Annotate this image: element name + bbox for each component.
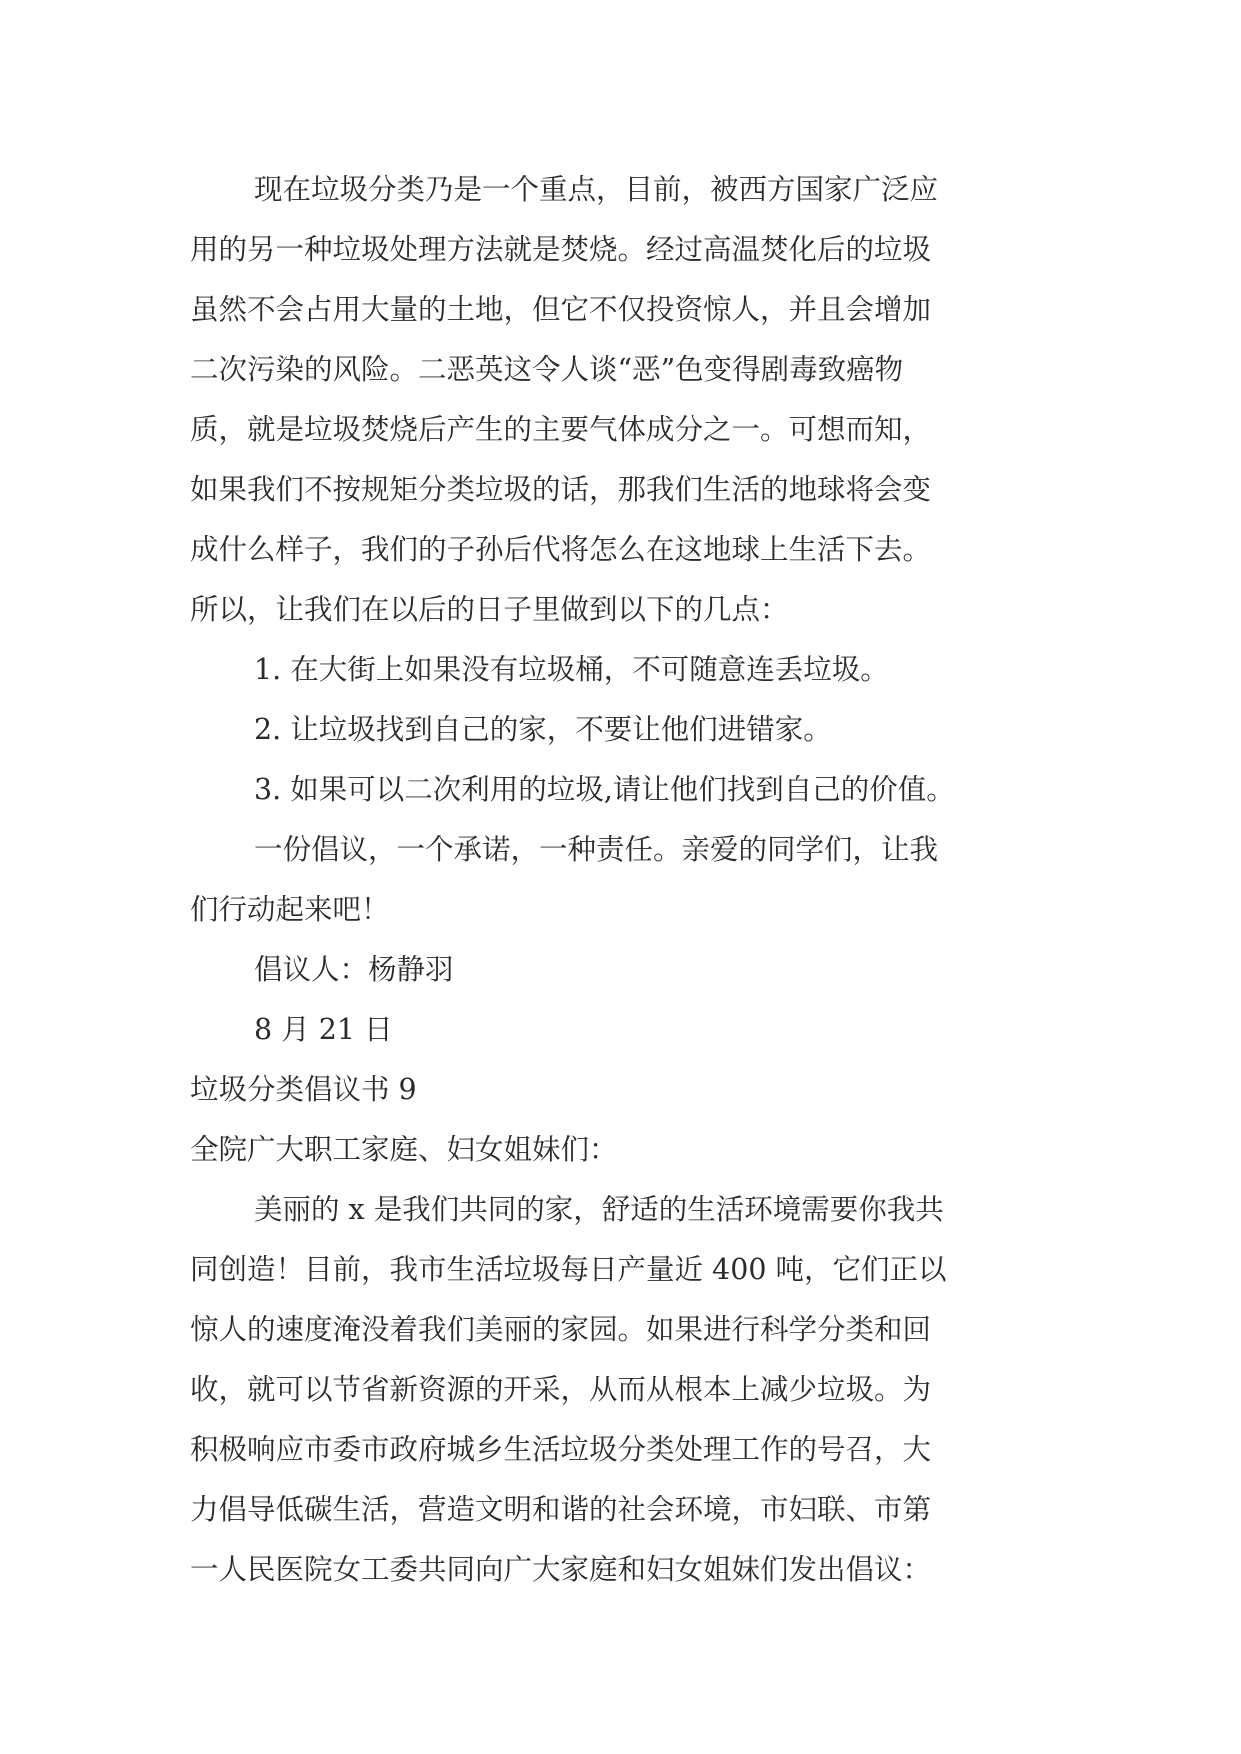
paragraph-line: 质，就是垃圾焚烧后产生的主要气体成分之一。可想而知， bbox=[190, 413, 932, 446]
paragraph-line: 惊人的速度淹没着我们美丽的家园。如果进行科学分类和回 bbox=[190, 1313, 932, 1346]
signer: 倡议人：杨静羽 bbox=[254, 953, 454, 986]
paragraph-line: 一人民医院女工委共同向广大家庭和妇女姐妹们发出倡议： bbox=[190, 1553, 932, 1586]
paragraph-initiative bbox=[190, 1180, 1070, 1600]
paragraph-line: 收，就可以节省新资源的开采，从而从根本上减少垃圾。为 bbox=[190, 1373, 932, 1406]
document-body bbox=[190, 160, 1070, 1600]
salutation: 全院广大职工家庭、妇女姐妹们： bbox=[190, 1133, 618, 1166]
paragraph-line: 积极响应市委市政府城乡生活垃圾分类处理工作的号召，大 bbox=[190, 1433, 932, 1466]
paragraph-line: 成什么样子，我们的子孙后代将怎么在这地球上生活下去。 bbox=[190, 533, 932, 566]
paragraph-line: 同创造！目前，我市生活垃圾每日产量近 400 吨，它们正以 bbox=[190, 1253, 947, 1286]
paragraph-line: 现在垃圾分类乃是一个重点，目前，被西方国家广泛应 bbox=[254, 173, 939, 206]
paragraph-line: 美丽的 x 是我们共同的家，舒适的生活环境需要你我共 bbox=[254, 1193, 944, 1226]
paragraph-line: 力倡导低碳生活，营造文明和谐的社会环境，市妇联、市第 bbox=[190, 1493, 932, 1526]
list-item: 2. 让垃圾找到自己的家，不要让他们进错家。 bbox=[254, 713, 832, 746]
paragraph-line: 一份倡议，一个承诺，一种责任。亲爱的同学们，让我 bbox=[254, 833, 939, 866]
numbered-list bbox=[190, 640, 1070, 820]
list-item: 1. 在大街上如果没有垃圾桶，不可随意连丢垃圾。 bbox=[254, 653, 889, 686]
paragraph-incineration bbox=[190, 160, 1070, 640]
paragraph-line: 们行动起来吧！ bbox=[190, 893, 390, 926]
paragraph-line: 用的另一种垃圾处理方法就是焚烧。经过高温焚化后的垃圾 bbox=[190, 233, 932, 266]
closing-paragraph bbox=[190, 820, 1070, 940]
paragraph-line: 如果我们不按规矩分类垃圾的话，那我们生活的地球将会变 bbox=[190, 473, 932, 506]
paragraph-line: 所以，让我们在以后的日子里做到以下的几点： bbox=[190, 593, 789, 626]
paragraph-line: 二次污染的风险。二恶英这令人谈“恶”色变得剧毒致癌物 bbox=[190, 353, 904, 386]
paragraph-line: 虽然不会占用大量的土地，但它不仅投资惊人，并且会增加 bbox=[190, 293, 932, 326]
section-title: 垃圾分类倡议书 9 bbox=[190, 1073, 417, 1106]
date: 8 月 21 日 bbox=[254, 1013, 393, 1046]
list-item: 3. 如果可以二次利用的垃圾,请让他们找到自己的价值。 bbox=[254, 773, 955, 806]
